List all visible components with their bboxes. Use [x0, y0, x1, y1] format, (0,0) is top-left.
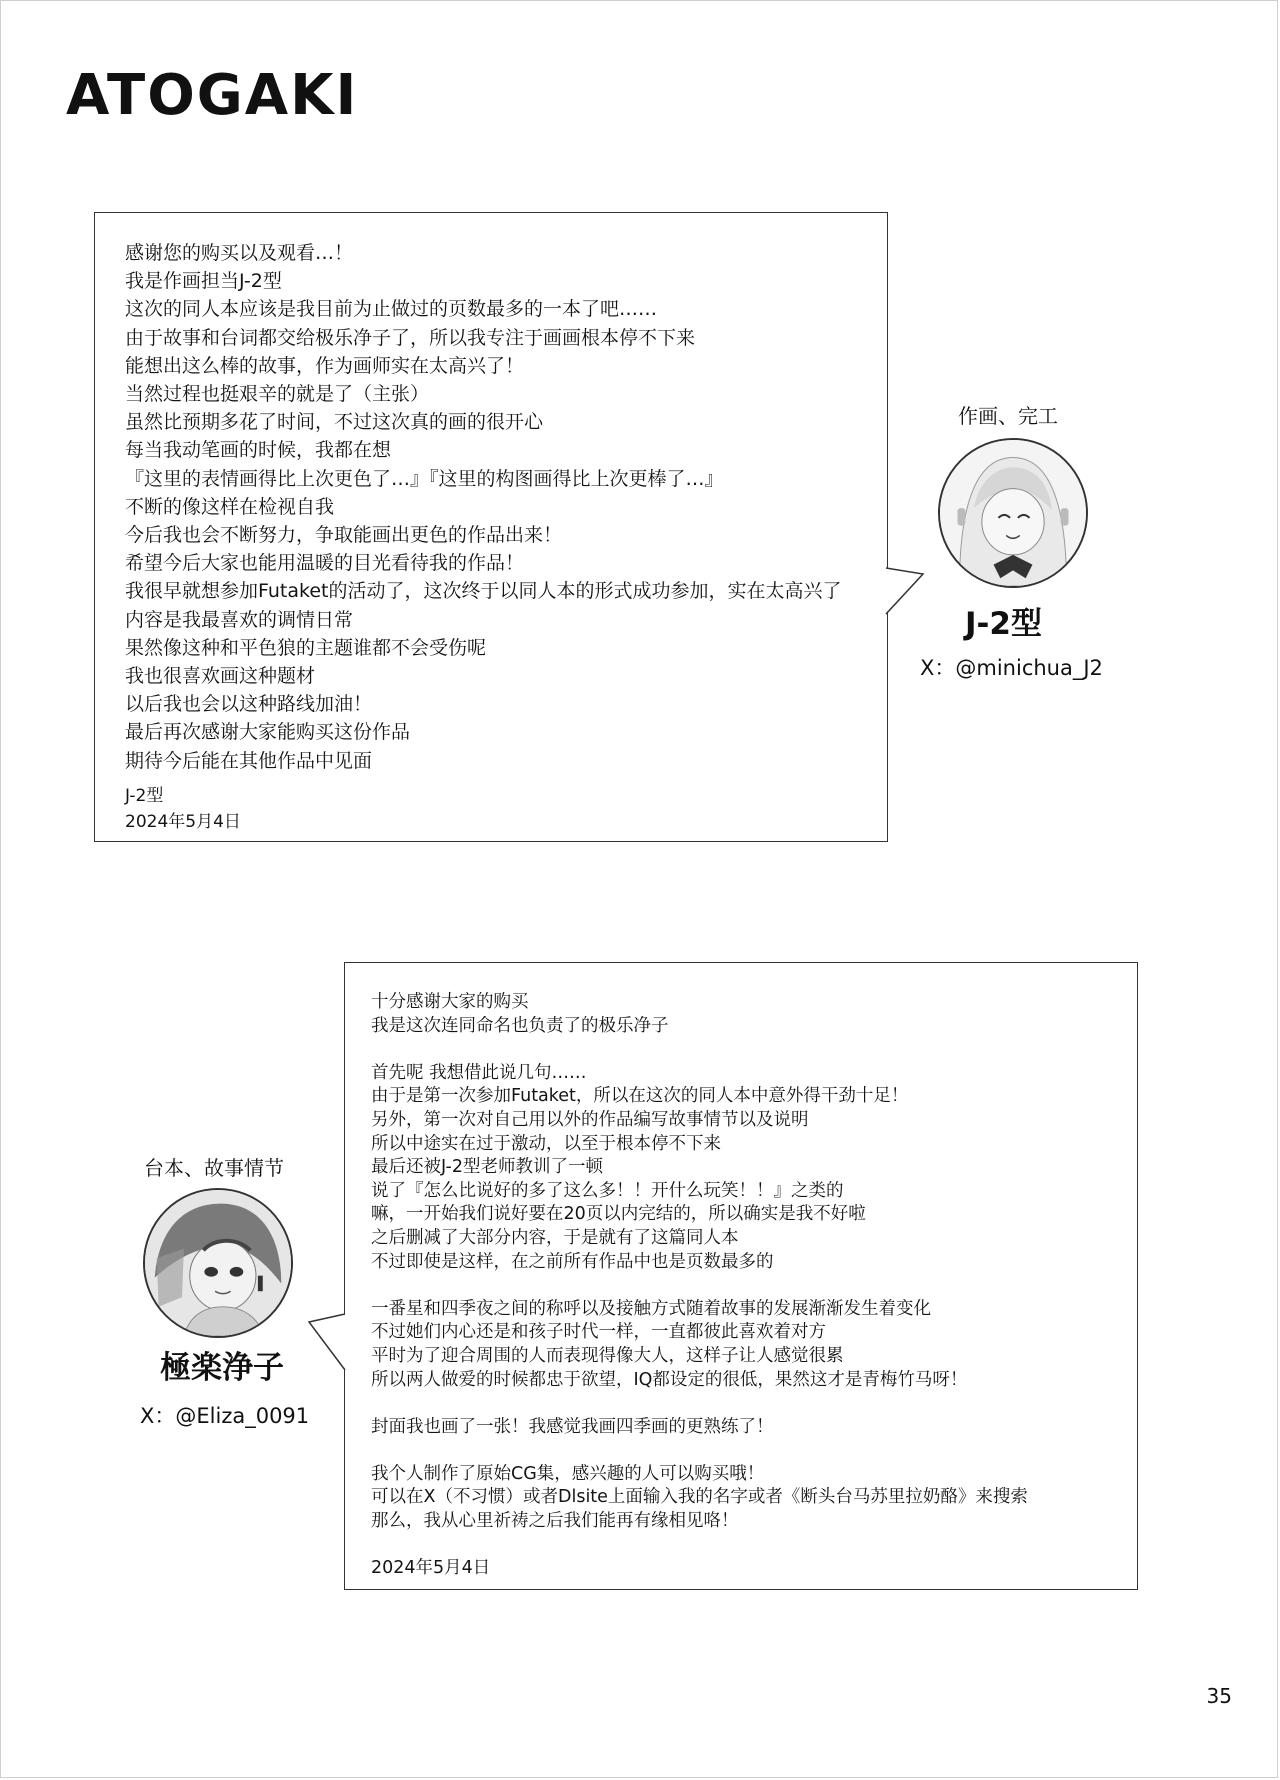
text-line: 『这里的表情画得比上次更色了…』『这里的构图画得比上次更棒了…』 — [125, 467, 724, 490]
paragraph-gap — [371, 1534, 1111, 1558]
text-line: 嘛，一开始我们说好要在20页以内完结的，所以确实是我不好啦 — [371, 1204, 866, 1225]
text-line: 首先呢 我想借此说几句…… — [371, 1062, 587, 1083]
text-line: 平时为了迎合周围的人而表现得像大人，这样子让人感觉很累 — [371, 1345, 844, 1366]
text-line: 之后删减了大部分内容，于是就有了这篇同人本 — [371, 1227, 739, 1248]
signature-name: J-2型 — [125, 785, 164, 806]
text-line: 说了『怎么比说好的多了这么多！！开什么玩笑！！』之类的 — [371, 1180, 844, 1201]
text-line: 果然像这种和平色狼的主题谁都不会受伤呢 — [125, 636, 487, 659]
text-line: 那么，我从心里祈祷之后我们能再有缘相见咯！ — [371, 1511, 739, 1532]
role-label-artist: 作画、完工 — [958, 404, 1058, 428]
text-line: 内容是我最喜欢的调情日常 — [125, 608, 354, 631]
writer-portrait-icon — [145, 1190, 291, 1336]
text-line: 虽然比预期多花了时间，不过这次真的画的很开心 — [125, 411, 544, 434]
text-line: 最后再次感谢大家能购买这份作品 — [125, 721, 411, 744]
text-line: 可以在X（不习惯）或者Dlsite上面输入我的名字或者《断头台马苏里拉奶酪》来搜索 — [371, 1487, 1028, 1508]
avatar-writer — [143, 1188, 293, 1338]
avatar-artist — [938, 438, 1088, 588]
page-title: ATOGAKI — [66, 63, 359, 128]
artist-portrait-icon — [940, 440, 1086, 586]
social-handle-writer: X：@Eliza_0091 — [140, 1404, 310, 1428]
text-line: 封面我也画了一张！我感觉我画四季画的更熟练了！ — [371, 1416, 774, 1437]
text-line: 能想出这么棒的故事，作为画师实在太高兴了！ — [125, 354, 525, 377]
afterword-box-artist — [94, 212, 888, 842]
signature-block-artist — [125, 783, 857, 835]
paragraph-gap — [371, 1392, 1111, 1416]
speech-bubble-tail-writer — [305, 1312, 347, 1376]
text-line: 不断的像这样在检视自我 — [125, 495, 335, 518]
text-line: 我是作画担当J-2型 — [125, 270, 282, 293]
text-line: 我是这次连同命名也负责了的极乐净子 — [371, 1015, 669, 1036]
author-name-writer: 極楽浄子 — [160, 1350, 284, 1386]
text-line: 期待今后能在其他作品中见面 — [125, 749, 373, 772]
speech-bubble-tail-artist — [885, 566, 925, 626]
text-line: 我也很喜欢画这种题材 — [125, 665, 316, 688]
text-line: 所以两人做爱的时候都忠于欲望，IQ都设定的很低，果然这才是青梅竹马呀！ — [371, 1369, 968, 1390]
text-line: 我个人制作了原始CG集，感兴趣的人可以购买哦！ — [371, 1463, 765, 1484]
text-line: 这次的同人本应该是我目前为止做过的页数最多的一本了吧…… — [125, 298, 658, 321]
text-line: 不过她们内心还是和孩子时代一样，一直都彼此喜欢着对方 — [371, 1322, 826, 1343]
afterword-text-writer — [371, 991, 1111, 1581]
author-name-artist: J-2型 — [965, 606, 1042, 642]
text-line: 感谢您的购买以及观看…！ — [125, 242, 354, 264]
role-label-writer: 台本、故事情节 — [144, 1156, 284, 1180]
text-line: 2024年5月4日 — [371, 1558, 491, 1579]
text-line: 我很早就想参加Futaket的活动了，这次终于以同人本的形式成功参加，实在太高兴了 — [125, 580, 842, 603]
text-line: 今后我也会不断努力，争取能画出更色的作品出来！ — [125, 524, 563, 547]
paragraph-gap — [371, 1274, 1111, 1298]
afterword-box-writer — [344, 962, 1138, 1590]
text-line: 当然过程也挺艰辛的就是了（主张） — [125, 383, 430, 406]
afterword-text-artist — [125, 239, 857, 775]
page-number: 35 — [1206, 1684, 1232, 1708]
paragraph-gap — [371, 1439, 1111, 1463]
paragraph-gap — [371, 1038, 1111, 1062]
text-line: 十分感谢大家的购买 — [371, 992, 529, 1012]
text-line: 所以中途实在过于激动，以至于根本停不下来 — [371, 1133, 721, 1154]
text-line: 由于是第一次参加Futaket，所以在这次的同人本中意外得干劲十足！ — [371, 1086, 909, 1107]
text-line: 一番星和四季夜之间的称呼以及接触方式随着故事的发展渐渐发生着变化 — [371, 1298, 931, 1319]
text-line: 每当我动笔画的时候，我都在想 — [125, 439, 392, 462]
text-line: 以后我也会以这种路线加油！ — [125, 693, 373, 716]
signature-date: 2024年5月4日 — [125, 811, 241, 832]
text-line: 最后还被J-2型老师教训了一顿 — [371, 1157, 603, 1178]
text-line: 由于故事和台词都交给极乐净子了，所以我专注于画画根本停不下来 — [125, 326, 696, 349]
text-line: 另外，第一次对自己用以外的作品编写故事情节以及说明 — [371, 1109, 809, 1130]
text-line: 不过即使是这样，在之前所有作品中也是页数最多的 — [371, 1251, 774, 1272]
text-line: 希望今后大家也能用温暖的目光看待我的作品！ — [125, 552, 525, 575]
social-handle-artist: X：@minichua_J2 — [920, 656, 1103, 680]
